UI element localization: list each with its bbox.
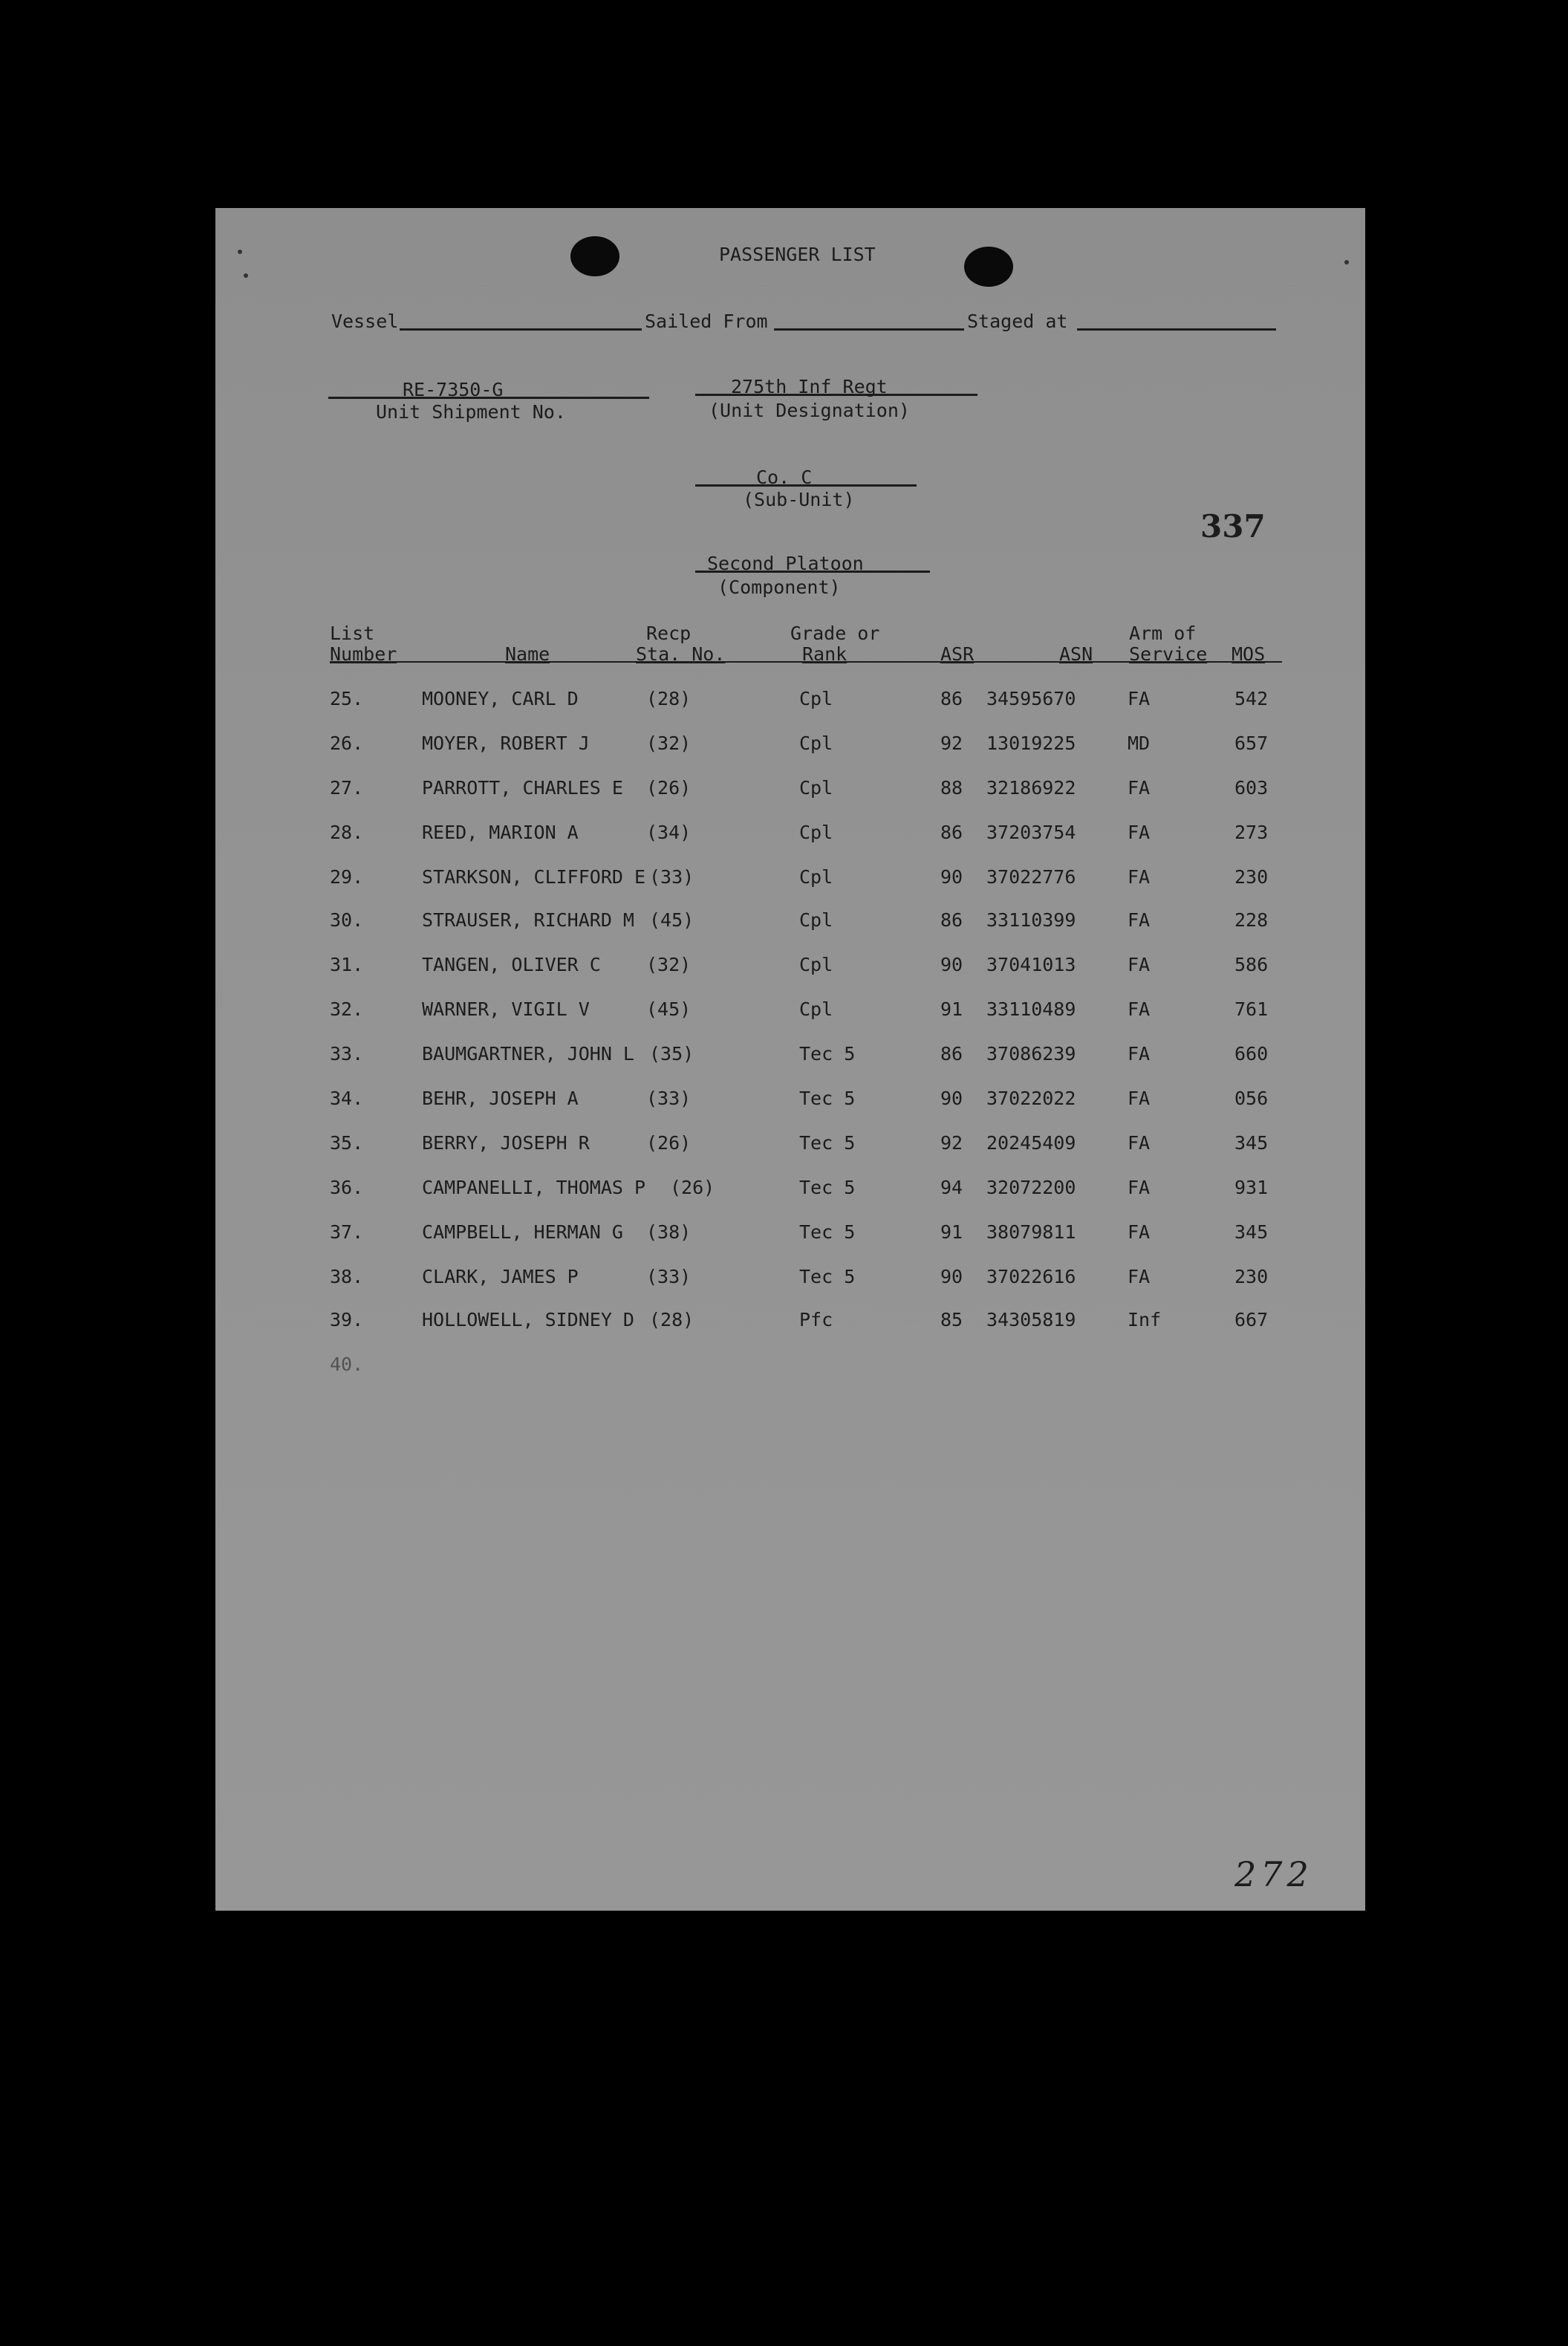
staged-at-line [1077, 328, 1276, 331]
recp-sta-no: (26) [646, 1132, 692, 1154]
grade-rank: Tec 5 [799, 1132, 856, 1154]
mos: 056 [1234, 1088, 1269, 1109]
unit-designation-label: (Unit Designation) [709, 400, 910, 421]
grade-rank: Cpl [799, 732, 833, 754]
unit-shipment-value: RE-7350-G [403, 379, 504, 400]
mos: 931 [1234, 1177, 1269, 1198]
header-grade: Grade or [790, 623, 880, 644]
asr: 88 [940, 777, 963, 799]
passenger-name: BERRY, JOSEPH R [422, 1132, 590, 1154]
asr: 90 [940, 954, 963, 975]
table-row [215, 1355, 1365, 1385]
arm-of-service: FA [1128, 1043, 1151, 1065]
staged-at-label: Staged at [967, 311, 1068, 332]
list-number: 39. [330, 1309, 364, 1330]
list-number: 37. [330, 1221, 364, 1243]
mos: 586 [1234, 954, 1269, 975]
list-number: 33. [330, 1043, 364, 1065]
arm-of-service: FA [1128, 1266, 1151, 1287]
asr: 86 [940, 909, 963, 931]
list-number: 34. [330, 1088, 364, 1109]
passenger-name: HOLLOWELL, SIDNEY D [422, 1309, 634, 1330]
table-row [215, 1267, 1365, 1297]
recp-sta-no: (35) [649, 1043, 694, 1065]
asn: 37022616 [986, 1266, 1076, 1287]
header-service: Service [1129, 643, 1208, 665]
recp-sta-no: (32) [646, 732, 692, 754]
component-label: (Component) [718, 576, 841, 598]
asn: 34595670 [986, 688, 1076, 709]
header-recp: Recp [646, 623, 692, 644]
arm-of-service: FA [1128, 1177, 1151, 1198]
sub-unit-label: (Sub-Unit) [743, 489, 855, 510]
sailed-from-line [774, 328, 964, 331]
recp-sta-no: (26) [646, 777, 692, 799]
recp-sta-no: (45) [646, 998, 692, 1020]
passenger-list-sheet [215, 208, 1365, 1911]
passenger-name: BEHR, JOSEPH A [422, 1088, 579, 1109]
recp-sta-no: (28) [649, 1309, 694, 1330]
list-number: 32. [330, 998, 364, 1020]
recp-sta-no: (32) [646, 954, 692, 975]
unit-shipment-label: Unit Shipment No. [376, 401, 566, 423]
list-number: 31. [330, 954, 364, 975]
table-row [215, 1044, 1365, 1074]
header-list: List [330, 623, 375, 644]
grade-rank: Cpl [799, 954, 833, 975]
table-row [215, 1000, 1365, 1030]
handwritten-number: 272 [1234, 1854, 1313, 1894]
header-number: Number [330, 643, 397, 665]
asr: 86 [940, 822, 963, 843]
mos: 761 [1234, 998, 1269, 1020]
table-row [215, 955, 1365, 985]
list-number: 30. [330, 909, 364, 931]
asn: 32186922 [986, 777, 1076, 799]
mos: 228 [1234, 909, 1269, 931]
list-number: 40. [330, 1354, 364, 1375]
grade-rank: Tec 5 [799, 1266, 856, 1287]
passenger-name: REED, MARION A [422, 822, 579, 843]
table-row [215, 1134, 1365, 1163]
recp-sta-no: (26) [670, 1177, 715, 1198]
passenger-name: CAMPBELL, HERMAN G [422, 1221, 623, 1243]
list-number: 25. [330, 688, 364, 709]
page-number: 337 [1200, 508, 1266, 545]
recp-sta-no: (33) [646, 1266, 692, 1287]
arm-of-service: FA [1128, 1221, 1151, 1243]
header-rank: Rank [802, 643, 848, 665]
grade-rank: Cpl [799, 822, 833, 843]
passenger-name: TANGEN, OLIVER C [422, 954, 601, 975]
asn: 37022022 [986, 1088, 1076, 1109]
asr: 91 [940, 998, 963, 1020]
grade-rank: Pfc [799, 1309, 833, 1330]
mos: 345 [1234, 1132, 1269, 1154]
mos: 667 [1234, 1309, 1269, 1330]
list-number: 36. [330, 1177, 364, 1198]
document-title: PASSENGER LIST [719, 244, 876, 265]
asn: 32072200 [986, 1177, 1076, 1198]
mos: 657 [1234, 732, 1269, 754]
recp-sta-no: (45) [649, 909, 694, 931]
grade-rank: Tec 5 [799, 1088, 856, 1109]
grade-rank: Tec 5 [799, 1221, 856, 1243]
header-arm-of: Arm of [1129, 623, 1197, 644]
passenger-name: STARKSON, CLIFFORD E [422, 866, 646, 888]
vessel-label: Vessel [331, 311, 399, 332]
asr: 92 [940, 1132, 963, 1154]
table-row [215, 734, 1365, 764]
arm-of-service: Inf [1128, 1309, 1162, 1330]
grade-rank: Cpl [799, 866, 833, 888]
asr: 90 [940, 866, 963, 888]
table-row [215, 1178, 1365, 1208]
asr: 92 [940, 732, 963, 754]
table-row [215, 1223, 1365, 1252]
grade-rank: Cpl [799, 777, 833, 799]
passenger-name: STRAUSER, RICHARD M [422, 909, 634, 931]
grade-rank: Cpl [799, 909, 833, 931]
asr: 91 [940, 1221, 963, 1243]
speck [1344, 260, 1349, 264]
asn: 37022776 [986, 866, 1076, 888]
header-name: Name [505, 643, 550, 665]
list-number: 38. [330, 1266, 364, 1287]
speck [244, 273, 248, 278]
passenger-name: MOONEY, CARL D [422, 688, 579, 709]
asr: 85 [940, 1309, 963, 1330]
arm-of-service: FA [1128, 822, 1151, 843]
header-rule [330, 661, 1282, 663]
list-number: 35. [330, 1132, 364, 1154]
sub-unit-line [695, 484, 917, 487]
passenger-name: MOYER, ROBERT J [422, 732, 590, 754]
mos: 603 [1234, 777, 1269, 799]
asn: 34305819 [986, 1309, 1076, 1330]
asn: 20245409 [986, 1132, 1076, 1154]
unit-designation-value: 275th Inf Regt [731, 376, 888, 397]
passenger-name: BAUMGARTNER, JOHN L [422, 1043, 634, 1065]
table-row [215, 823, 1365, 853]
header-asr: ASR [940, 643, 975, 665]
arm-of-service: FA [1128, 866, 1151, 888]
table-row [215, 779, 1365, 808]
arm-of-service: FA [1128, 777, 1151, 799]
recp-sta-no: (33) [649, 866, 694, 888]
punch-hole [964, 247, 1013, 287]
asn: 33110489 [986, 998, 1076, 1020]
mos: 345 [1234, 1221, 1269, 1243]
list-number: 29. [330, 866, 364, 888]
component-line [695, 571, 930, 573]
table-row [215, 868, 1365, 897]
asn: 13019225 [986, 732, 1076, 754]
asn: 33110399 [986, 909, 1076, 931]
header-sta-no: Sta. No. [636, 643, 726, 665]
asr: 90 [940, 1266, 963, 1287]
vessel-line [400, 328, 642, 331]
component-value: Second Platoon [707, 553, 864, 574]
asn: 37086239 [986, 1043, 1076, 1065]
recp-sta-no: (33) [646, 1088, 692, 1109]
list-number: 28. [330, 822, 364, 843]
table-row [215, 1310, 1365, 1340]
recp-sta-no: (28) [646, 688, 692, 709]
asr: 90 [940, 1088, 963, 1109]
table-row [215, 1089, 1365, 1119]
sailed-from-label: Sailed From [645, 311, 768, 332]
passenger-name: CAMPANELLI, THOMAS P [422, 1177, 646, 1198]
passenger-name: CLARK, JAMES P [422, 1266, 579, 1287]
passenger-name: WARNER, VIGIL V [422, 998, 590, 1020]
speck [238, 250, 242, 254]
recp-sta-no: (34) [646, 822, 692, 843]
header-asn: ASN [1059, 643, 1093, 665]
header-mos: MOS [1232, 643, 1266, 665]
recp-sta-no: (38) [646, 1221, 692, 1243]
mos: 230 [1234, 866, 1269, 888]
mos: 542 [1234, 688, 1269, 709]
mos: 230 [1234, 1266, 1269, 1287]
arm-of-service: FA [1128, 909, 1151, 931]
passenger-name: PARROTT, CHARLES E [422, 777, 623, 799]
asn: 38079811 [986, 1221, 1076, 1243]
asr: 86 [940, 1043, 963, 1065]
mos: 273 [1234, 822, 1269, 843]
mos: 660 [1234, 1043, 1269, 1065]
grade-rank: Cpl [799, 998, 833, 1020]
table-row [215, 689, 1365, 719]
arm-of-service: FA [1128, 688, 1151, 709]
grade-rank: Tec 5 [799, 1043, 856, 1065]
asr: 94 [940, 1177, 963, 1198]
punch-hole [570, 236, 619, 276]
grade-rank: Cpl [799, 688, 833, 709]
arm-of-service: FA [1128, 1088, 1151, 1109]
list-number: 27. [330, 777, 364, 799]
sub-unit-value: Co. C [756, 467, 813, 488]
table-row [215, 911, 1365, 940]
arm-of-service: MD [1128, 732, 1151, 754]
grade-rank: Tec 5 [799, 1177, 856, 1198]
unit-shipment-line [328, 397, 649, 399]
arm-of-service: FA [1128, 998, 1151, 1020]
arm-of-service: FA [1128, 1132, 1151, 1154]
unit-designation-line [695, 394, 977, 396]
asn: 37203754 [986, 822, 1076, 843]
arm-of-service: FA [1128, 954, 1151, 975]
asn: 37041013 [986, 954, 1076, 975]
list-number: 26. [330, 732, 364, 754]
asr: 86 [940, 688, 963, 709]
